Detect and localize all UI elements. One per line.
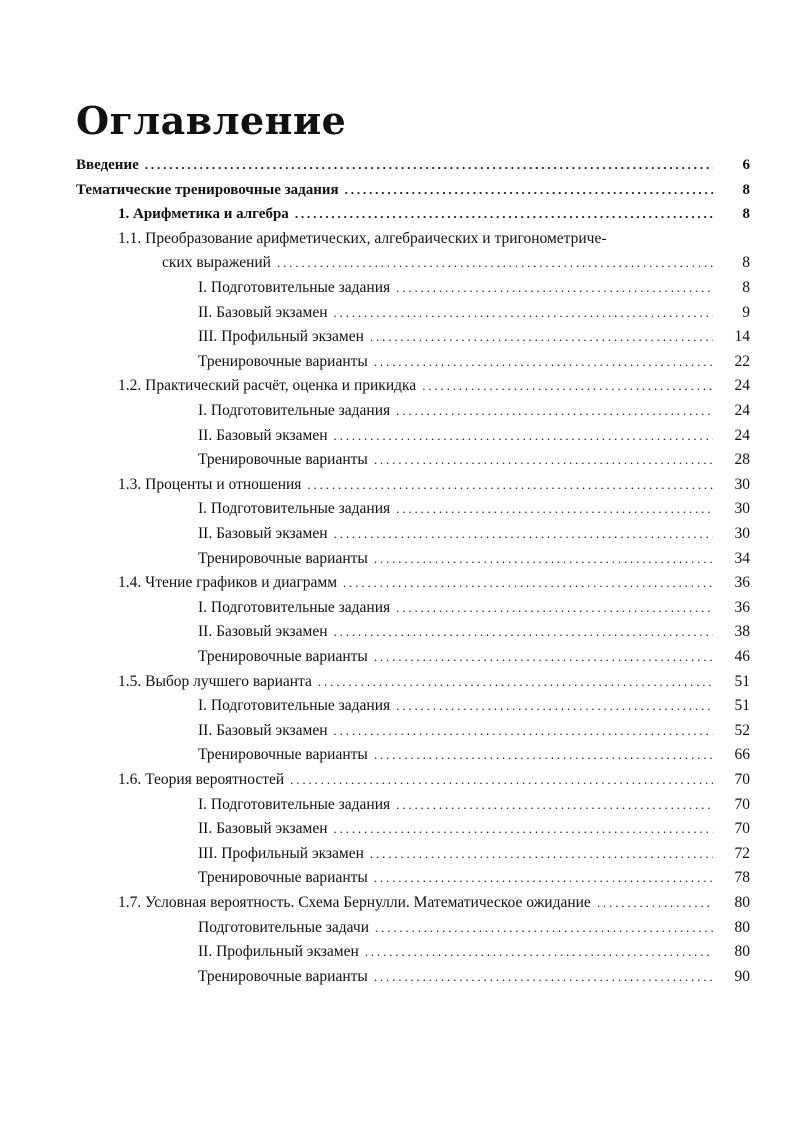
toc-page-number: 30: [734, 475, 750, 493]
toc-entry-title: III. Профильный экзамен: [198, 328, 364, 346]
dot-leader: [597, 891, 713, 916]
toc-page-number: 72: [734, 844, 750, 862]
toc-entry[interactable]: [0, 473, 800, 498]
toc-page-number: 36: [734, 574, 750, 592]
toc-entry[interactable]: [0, 891, 800, 916]
toc-entry-title: I. Подготовительные задания: [198, 598, 391, 616]
toc-entry-title: I. Подготовительные задания: [198, 402, 391, 419]
toc-entry-title: II. Базовый экзамен: [198, 525, 328, 542]
toc-entry[interactable]: [0, 694, 800, 719]
dot-leader: [334, 301, 713, 326]
toc-entry-title: Подготовительные задачи: [198, 918, 369, 936]
dot-leader: [375, 916, 713, 941]
toc-page-number: 8: [742, 206, 750, 223]
dot-leader: [334, 424, 713, 449]
dot-leader: [396, 793, 713, 818]
dot-leader: [145, 153, 713, 178]
toc-page-number: 30: [734, 525, 750, 542]
toc-page-number: 34: [734, 549, 750, 567]
toc-entry-title: II. Базовый экзамен: [198, 303, 328, 321]
dot-leader: [365, 940, 713, 965]
toc-entry-title: I. Подготовительные задания: [198, 279, 391, 296]
page-title: Оглавление: [76, 98, 347, 143]
toc-page-number: 36: [734, 598, 750, 616]
toc-page-number: 80: [734, 943, 750, 961]
toc-entry[interactable]: [0, 620, 800, 645]
dot-leader: [374, 350, 713, 375]
toc-entry-title: II. Профильный экзамен: [198, 943, 359, 961]
toc-entry[interactable]: [0, 374, 800, 399]
toc-entry-title: Тренировочные варианты: [198, 746, 368, 764]
toc-page-number: 70: [734, 795, 750, 813]
dot-leader: [334, 817, 713, 842]
toc-entry[interactable]: [0, 645, 800, 670]
toc-entry-title: I. Подготовительные задания: [198, 697, 391, 715]
toc-entry[interactable]: [0, 424, 800, 449]
dot-leader: [396, 399, 713, 424]
toc-entry-title: 1.4. Чтение графиков и диаграмм: [118, 574, 338, 592]
dot-leader: [295, 202, 713, 227]
dot-leader: [345, 178, 713, 203]
toc-page-number: 78: [734, 869, 750, 887]
dot-leader: [396, 276, 713, 301]
toc-entry[interactable]: [0, 350, 800, 375]
toc-entry-title: Введение: [76, 157, 139, 173]
toc-page-number: 8: [742, 279, 750, 296]
dot-leader: [374, 965, 713, 990]
dot-leader: [343, 571, 713, 596]
dot-leader: [374, 547, 713, 572]
toc-entry[interactable]: [0, 866, 800, 891]
dot-leader: [290, 768, 713, 793]
toc-page-number: 66: [734, 746, 750, 764]
toc-entry[interactable]: [0, 522, 800, 547]
toc-entry[interactable]: [0, 448, 800, 473]
toc-entry[interactable]: [0, 817, 800, 842]
toc-entry-title: 1.7. Условная вероятность. Схема Бернулли. Математическое ожидание: [118, 894, 591, 911]
dot-leader: [334, 620, 713, 645]
dot-leader: [334, 522, 713, 547]
toc-entry[interactable]: [0, 940, 800, 965]
dot-leader: [370, 325, 713, 350]
dot-leader: [422, 374, 713, 399]
toc-entry-title: 1.2. Практический расчёт, оценка и прикидка: [118, 377, 417, 395]
dot-leader: [396, 596, 713, 621]
toc-entry-title: Тренировочные варианты: [198, 869, 368, 887]
toc-entry[interactable]: [0, 793, 800, 818]
dot-leader: [307, 473, 713, 498]
toc-entry-title: 1. Арифметика и алгебра: [118, 206, 289, 223]
toc-entry-title: II. Базовый экзамен: [198, 426, 328, 444]
dot-leader: [318, 670, 713, 695]
toc-entry[interactable]: [0, 178, 800, 203]
toc-page-number: 6: [742, 157, 750, 173]
toc-page-number: 80: [734, 894, 750, 911]
toc-entry[interactable]: [0, 301, 800, 326]
dot-leader: [277, 251, 713, 276]
toc-entry[interactable]: [0, 497, 800, 522]
toc-entry[interactable]: [0, 276, 800, 301]
toc-entry[interactable]: [0, 743, 800, 768]
toc-entry-title: 1.5. Выбор лучшего варианта: [118, 672, 312, 690]
toc-page-number: 22: [734, 352, 750, 370]
toc-page-number: 46: [734, 648, 750, 665]
toc-page-number: 70: [734, 771, 750, 788]
toc-page-number: 30: [734, 500, 750, 518]
toc-entry[interactable]: [0, 768, 800, 793]
toc-page-number: 24: [734, 426, 750, 444]
toc-entry-title: II. Базовый экзамен: [198, 820, 328, 838]
toc-entry[interactable]: [0, 399, 800, 424]
toc-entry-title: ских выражений: [162, 254, 271, 272]
toc-page-number: 38: [734, 623, 750, 641]
dot-leader: [370, 842, 713, 867]
toc-entry[interactable]: [0, 547, 800, 572]
toc-entry-title: 1.1. Преобразование арифметических, алгебраических и тригонометриче-: [118, 229, 607, 247]
toc-page-number: 24: [734, 402, 750, 419]
dot-leader: [374, 866, 713, 891]
dot-leader: [374, 645, 713, 670]
toc-page-number: 51: [734, 672, 750, 690]
toc-entry[interactable]: [0, 719, 800, 744]
toc-page-number: 70: [734, 820, 750, 838]
toc-entry[interactable]: [0, 153, 800, 178]
toc-page-number: 8: [742, 181, 750, 198]
toc-entry[interactable]: [0, 251, 800, 276]
dot-leader: [374, 448, 713, 473]
toc-entry[interactable]: [0, 965, 800, 990]
toc-entry[interactable]: [0, 325, 800, 350]
toc-entry[interactable]: [0, 670, 800, 695]
toc-entry-title: III. Профильный экзамен: [198, 844, 364, 862]
toc-entry-title: Тренировочные варианты: [198, 967, 368, 985]
toc-entry-title: I. Подготовительные задания: [198, 795, 391, 813]
toc-entry-title: II. Базовый экзамен: [198, 721, 328, 739]
toc-entry[interactable]: [0, 916, 800, 941]
toc-page-number: 52: [734, 721, 750, 739]
dot-leader: [396, 497, 713, 522]
toc-entry-title: 1.3. Проценты и отношения: [118, 475, 302, 493]
toc-entry-title: Тематические тренировочные задания: [76, 181, 339, 198]
toc-entry[interactable]: [0, 202, 800, 227]
toc-entry-title: Тренировочные варианты: [198, 549, 368, 567]
toc-entry-title: 1.6. Теория вероятностей: [118, 771, 285, 788]
toc-entry-title: Тренировочные варианты: [198, 648, 368, 665]
toc-page-number: 8: [742, 254, 750, 272]
toc-entry[interactable]: [0, 227, 800, 252]
toc-page-number: 9: [742, 303, 750, 321]
toc-entry[interactable]: [0, 842, 800, 867]
toc-page-number: 51: [734, 697, 750, 715]
dot-leader: [396, 694, 713, 719]
toc-page-number: 14: [734, 328, 750, 346]
toc-page-number: 24: [734, 377, 750, 395]
dot-leader: [374, 743, 713, 768]
toc-page-number: 80: [734, 918, 750, 936]
toc-page-number: 28: [734, 451, 750, 469]
toc-entry[interactable]: [0, 596, 800, 621]
toc-entry[interactable]: [0, 571, 800, 596]
toc-entry-title: I. Подготовительные задания: [198, 500, 391, 518]
dot-leader: [334, 719, 713, 744]
toc-entry-title: Тренировочные варианты: [198, 451, 368, 469]
toc-entry-title: Тренировочные варианты: [198, 352, 368, 370]
toc-page-number: 90: [734, 967, 750, 985]
toc-entry-title: II. Базовый экзамен: [198, 623, 328, 641]
